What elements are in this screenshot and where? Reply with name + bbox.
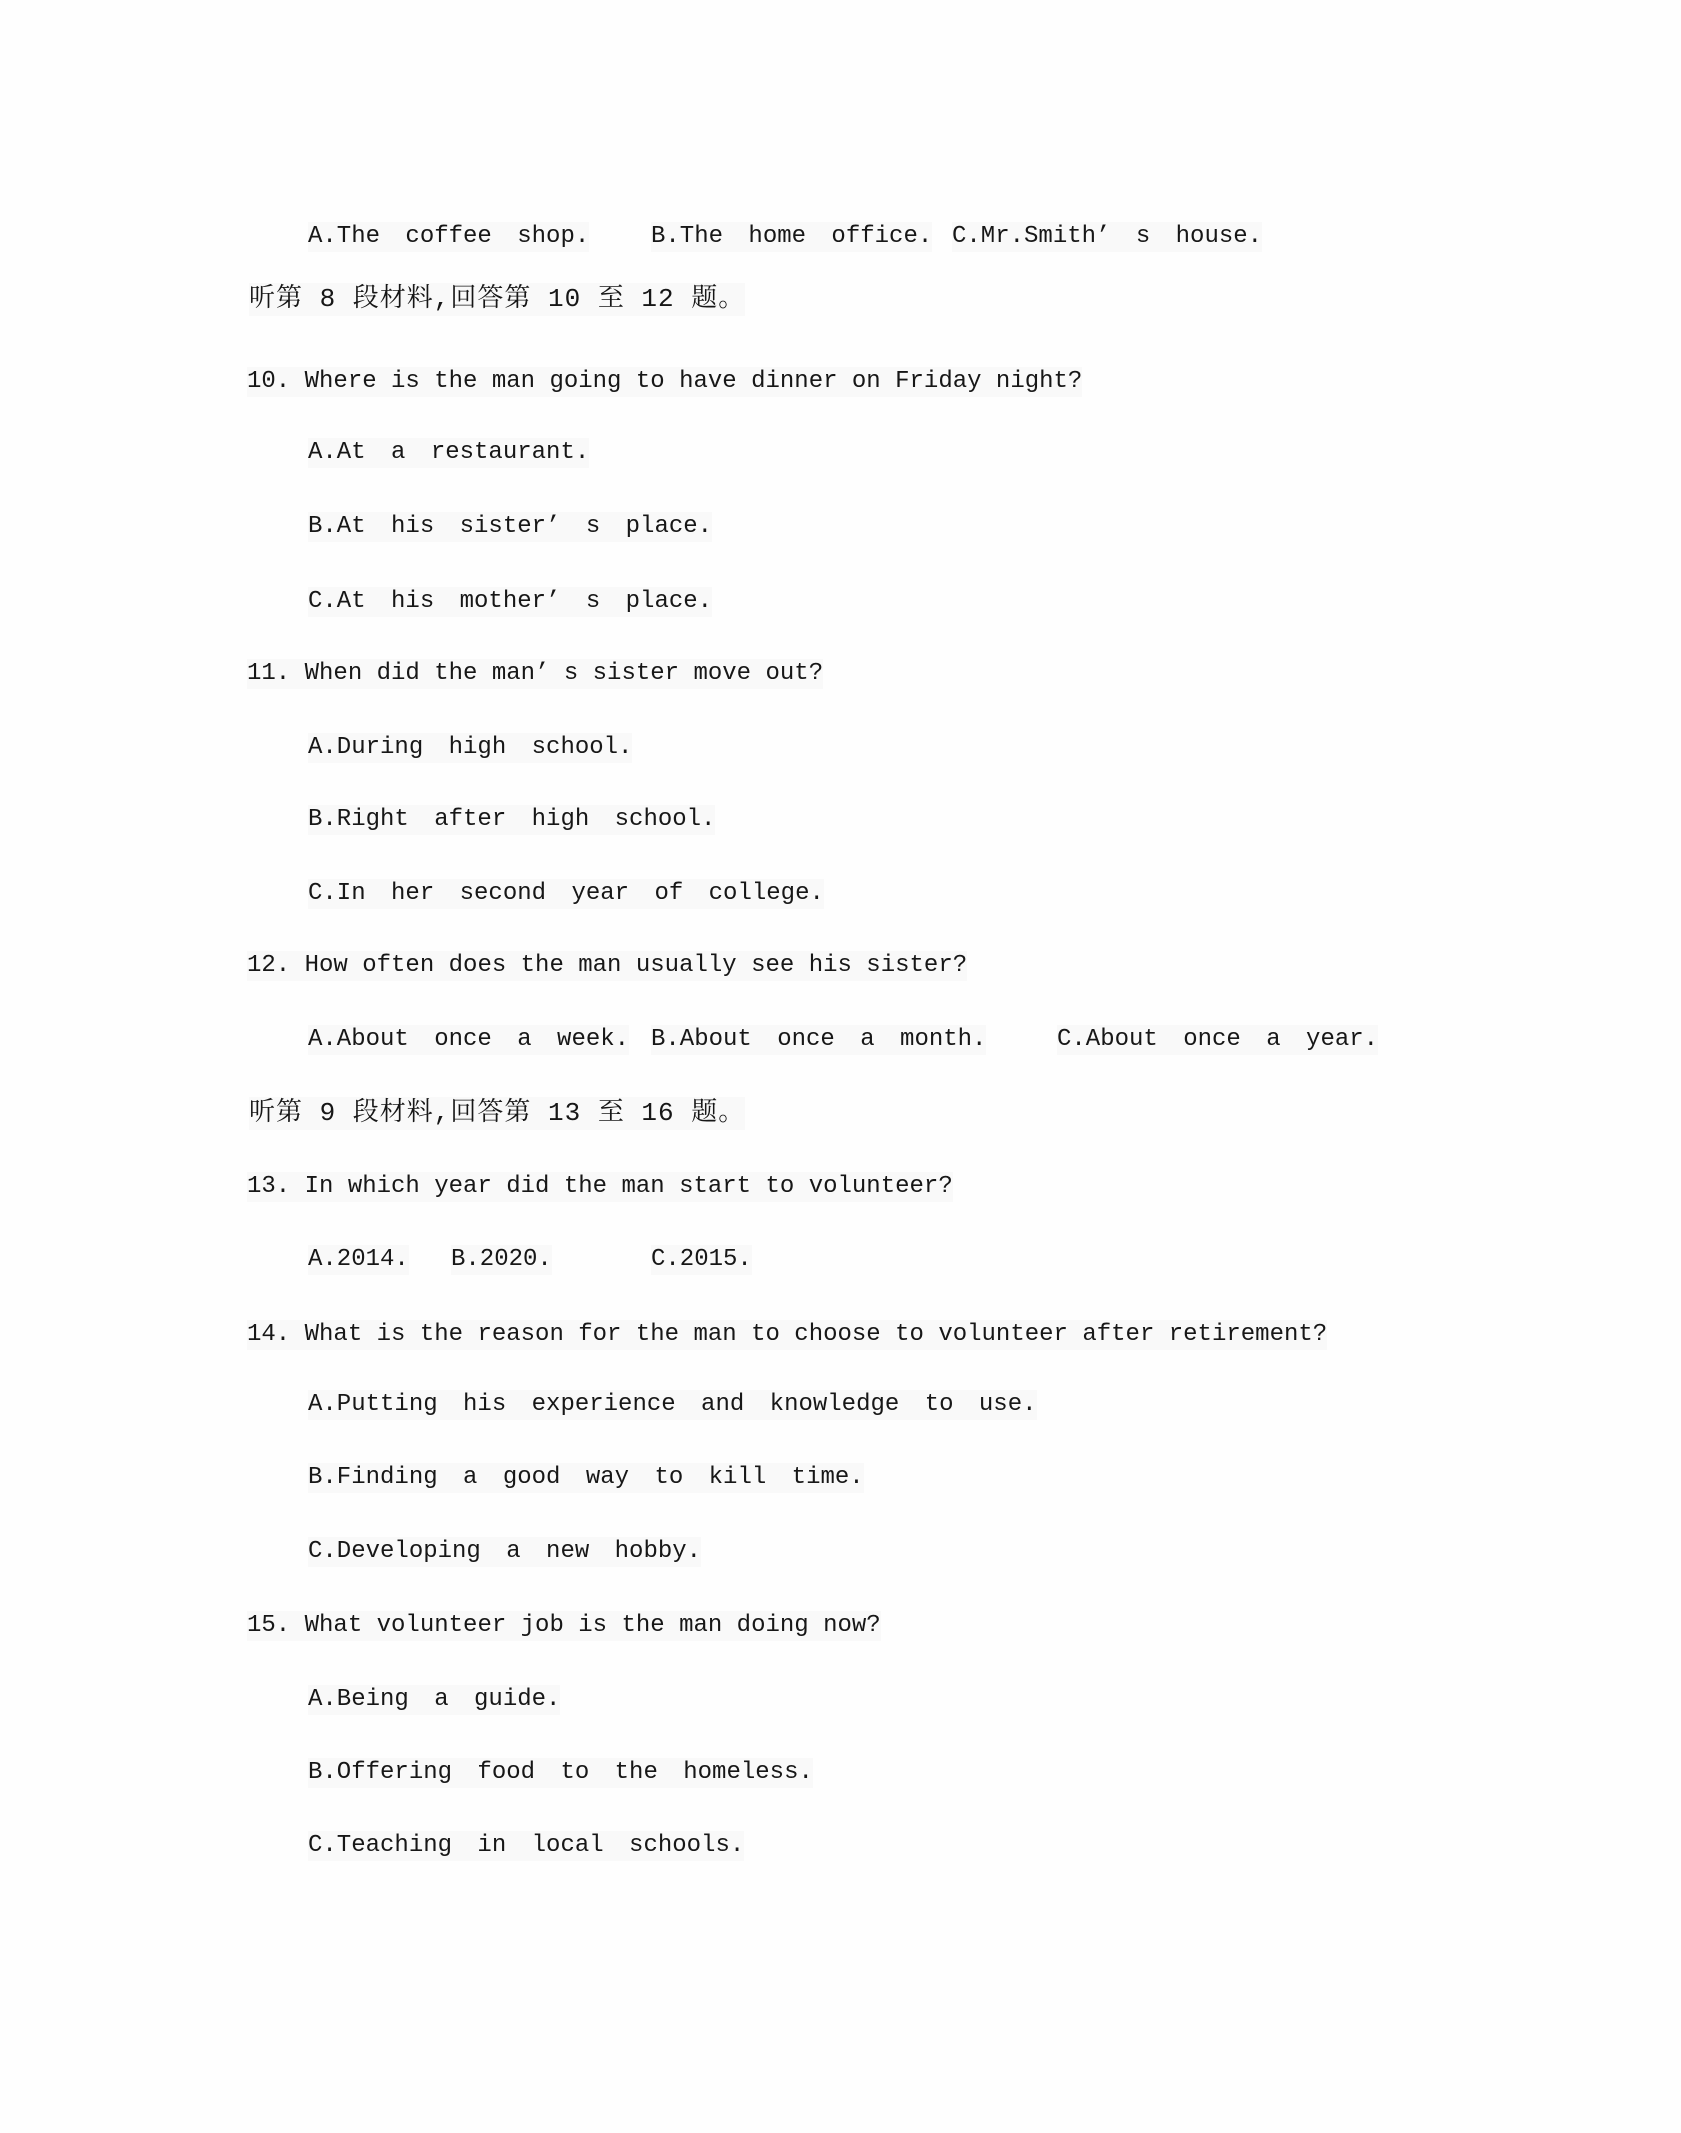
q9-option-c: C.Mr.Smith’ s house. [952,223,1263,250]
q15-option-a: A.Being a guide. [308,1686,561,1713]
q11-option-a: A.During high school. [308,734,633,761]
q15-question: 15. What volunteer job is the man doing now? [247,1612,881,1639]
q10-option-a: A.At a restaurant. [308,439,590,466]
q13-option-b: B.2020. [451,1246,552,1273]
q14-option-b: B.Finding a good way to kill time. [308,1464,864,1491]
section-9-header: 听第 9 段材料,回答第 13 至 16 题。 [249,1098,746,1128]
q9-option-a: A.The coffee shop. [308,223,590,250]
section-8-header: 听第 8 段材料,回答第 10 至 12 题。 [249,284,746,314]
q12-question: 12. How often does the man usually see his sister? [247,952,968,979]
q11-option-c: C.In her second year of college. [308,880,824,907]
q10-option-b: B.At his sister’ s place. [308,513,713,540]
q10-question: 10. Where is the man going to have dinner on Friday night? [247,368,1083,395]
q10-option-c: C.At his mother’ s place. [308,588,713,615]
q12-options-row [0,1025,1681,1065]
q11-option-b: B.Right after high school. [308,806,716,833]
q15-option-c: C.Teaching in local schools. [308,1832,745,1859]
q13-question: 13. In which year did the man start to volunteer? [247,1173,953,1200]
q13-option-a: A.2014. [308,1246,409,1273]
q13-options-row [0,1245,1681,1285]
q15-option-b: B.Offering food to the homeless. [308,1759,813,1786]
q14-option-c: C.Developing a new hobby. [308,1538,702,1565]
q11-question: 11. When did the man’ s sister move out? [247,660,824,687]
q14-option-a: A.Putting his experience and knowledge to use. [308,1391,1037,1418]
q9-option-b: B.The home office. [651,223,933,250]
q12-option-a: A.About once a week. [308,1026,630,1053]
q12-option-b: B.About once a month. [651,1026,987,1053]
q12-option-c: C.About once a year. [1057,1026,1379,1053]
q13-option-c: C.2015. [651,1246,752,1273]
q14-question: 14. What is the reason for the man to choose to volunteer after retirement? [247,1321,1328,1348]
q9-options-row [0,222,1681,262]
